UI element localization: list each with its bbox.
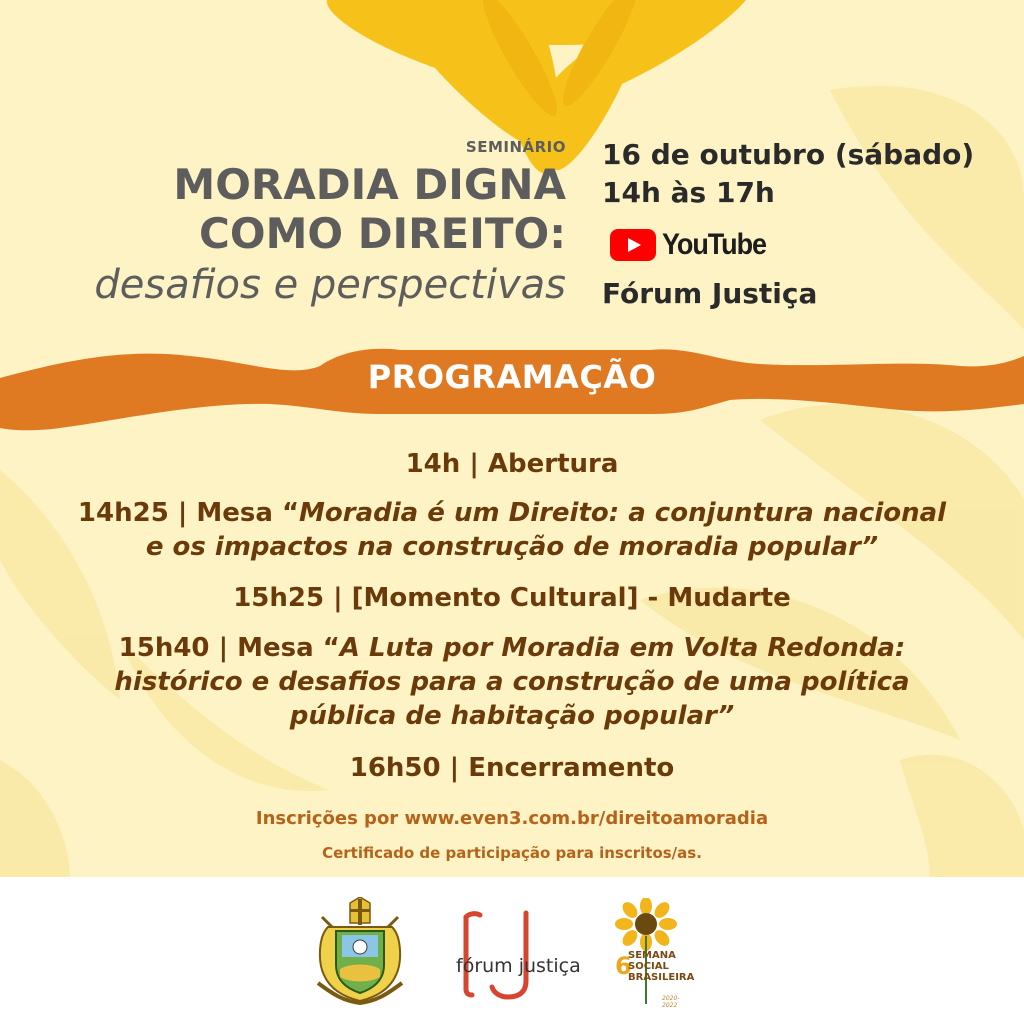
youtube-play-icon [610,229,656,261]
agenda-session-title: A Luta por Moradia em Volta Redonda: [339,633,906,663]
event-date: 16 de outubro (sábado) [602,138,975,171]
youtube-label: YouTube [662,228,766,261]
event-subtitle: desafios e perspectivas [94,262,566,308]
forum-justica-logo [448,905,598,1001]
semana-word: BRASILEIRA [628,972,695,983]
program-title: PROGRAMAÇÃO [367,358,657,396]
youtube-badge [610,228,777,262]
agenda-item-abertura [40,447,984,481]
agenda-item-cultural [40,581,984,615]
agenda-session-title-cont: histórico e desafios para a construção de uma política [114,667,910,697]
event-kicker: SEMINÁRIO [465,138,566,156]
diocese-crest-logo [314,897,406,1005]
semana-years: 2020-2022 [662,995,680,1009]
certificate-note: Certificado de participação para inscritos/as. [322,844,702,862]
agenda-item-mesa-1 [40,496,984,564]
agenda-time-label: 14h25 | Mesa “ [77,498,300,528]
agenda-text: 15h25 | [Momento Cultural] - Mudarte [233,583,791,613]
event-time: 14h às 17h [602,176,775,209]
agenda-item-encerramento [40,751,984,785]
event-channel: Fórum Justiça [602,277,818,310]
agenda-text: 16h50 | Encerramento [349,753,675,783]
semana-word: SEMANA [628,950,676,961]
semana-social-logo [612,898,695,1009]
semana-word: SOCIAL [628,961,669,972]
agenda-item-mesa-2 [40,631,984,733]
forum-justica-wordmark: fórum justiça [456,955,581,977]
semana-edition-number: 6 [615,952,632,980]
semana-wordmark [628,950,694,983]
event-title-line1: MORADIA DIGNA [173,160,566,209]
event-title-line2: COMO DIREITO: [199,209,566,258]
agenda-session-title-cont: pública de habitação popular” [289,701,735,731]
registration-info[interactable]: Inscrições por www.even3.com.br/direitoamoradia [255,808,769,829]
agenda-session-title: Moradia é um Direito: a conjuntura nacional [299,498,947,528]
agenda-text: 14h | Abertura [405,449,619,479]
agenda-session-title-cont: e os impactos na construção de moradia popular” [145,532,879,562]
agenda-time-label: 15h40 | Mesa “ [118,633,340,663]
